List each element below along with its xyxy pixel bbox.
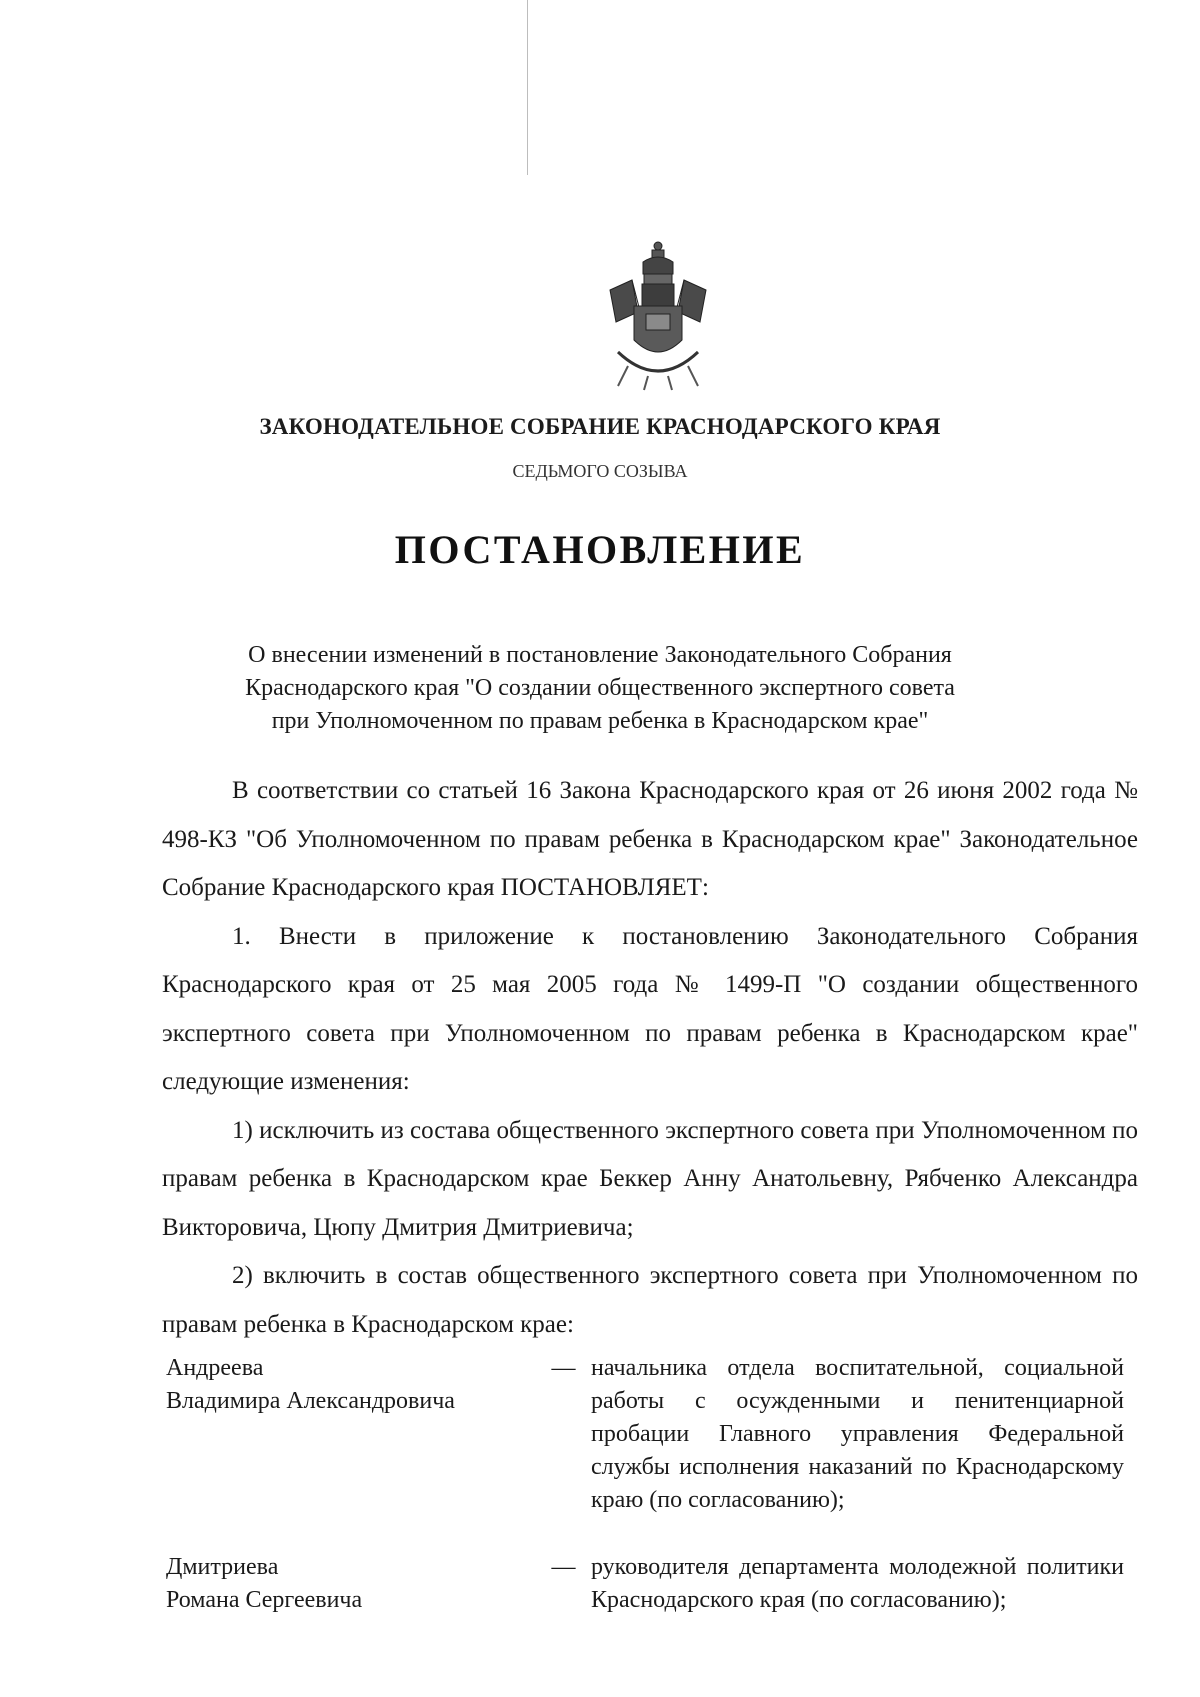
- member-entry: [166, 1352, 1124, 1517]
- body-paragraph: 1. Внести в приложение к постановлению Законодательного Собрания Краснодарского края от 25 мая 2005 года № 1499-П "О создании общественного экспертного совета при Уполномоченном по правам ребенка в Краснодарском крае" следующие изменения:: [162, 922, 1138, 1095]
- document-body: [162, 767, 1138, 1349]
- member-entry: [166, 1551, 1124, 1617]
- document-subject: [160, 639, 1040, 738]
- scan-fold-line: [527, 0, 528, 175]
- body-paragraph: 2) включить в состав общественного экспертного совета при Уполномоченном по правам ребенка в Краснодарском крае:: [162, 1262, 1138, 1338]
- member-surname: Дмитриева: [166, 1554, 279, 1580]
- convocation: СЕДЬМОГО СОЗЫВА: [512, 461, 688, 481]
- member-position: начальника отдела воспитательной, социальной работы с осужденными и пенитенциарной пробации Главного управления Федеральной службы исполнения наказаний по Краснодарскому краю (по согласованию);: [591, 1355, 1124, 1513]
- member-given-names: Владимира Александровича: [166, 1388, 455, 1414]
- body-paragraph: 1) исключить из состава общественного экспертного совета при Уполномоченном по правам ребенка в Краснодарском крае Беккер Анну Анатольевну, Рябченко Александра Викторовича, Цюпу Дмитрия Дмитриевича;: [162, 1116, 1138, 1241]
- members-list: [166, 1352, 1124, 1617]
- member-dash: —: [551, 1554, 576, 1580]
- subject-line: О внесении изменений в постановление Законодательного Собрания: [248, 642, 952, 668]
- member-given-names: Романа Сергеевича: [166, 1587, 363, 1613]
- coat-of-arms-emblem: [588, 240, 728, 392]
- document-type-title: ПОСТАНОВЛЕНИЕ: [394, 527, 806, 572]
- member-position: руководителя департамента молодежной политики Краснодарского края (по согласованию);: [591, 1554, 1124, 1613]
- member-name: [166, 1352, 536, 1517]
- member-dash: —: [551, 1355, 576, 1381]
- subject-line: при Уполномоченном по правам ребенка в Краснодарском крае": [271, 708, 929, 734]
- assembly-name: ЗАКОНОДАТЕЛЬНОЕ СОБРАНИЕ КРАСНОДАРСКОГО КРАЯ: [259, 414, 941, 439]
- subject-line: Краснодарского края "О создании общественного экспертного совета: [245, 675, 955, 701]
- member-surname: Андреева: [166, 1355, 264, 1381]
- body-paragraph: В соответствии со статьей 16 Закона Краснодарского края от 26 июня 2002 года № 498-КЗ "Об Уполномоченном по правам ребенка в Краснодарском крае" Законодательное Собрание Краснодарского края ПОСТАНОВЛЯЕТ:: [162, 777, 1138, 901]
- member-name: [166, 1551, 536, 1617]
